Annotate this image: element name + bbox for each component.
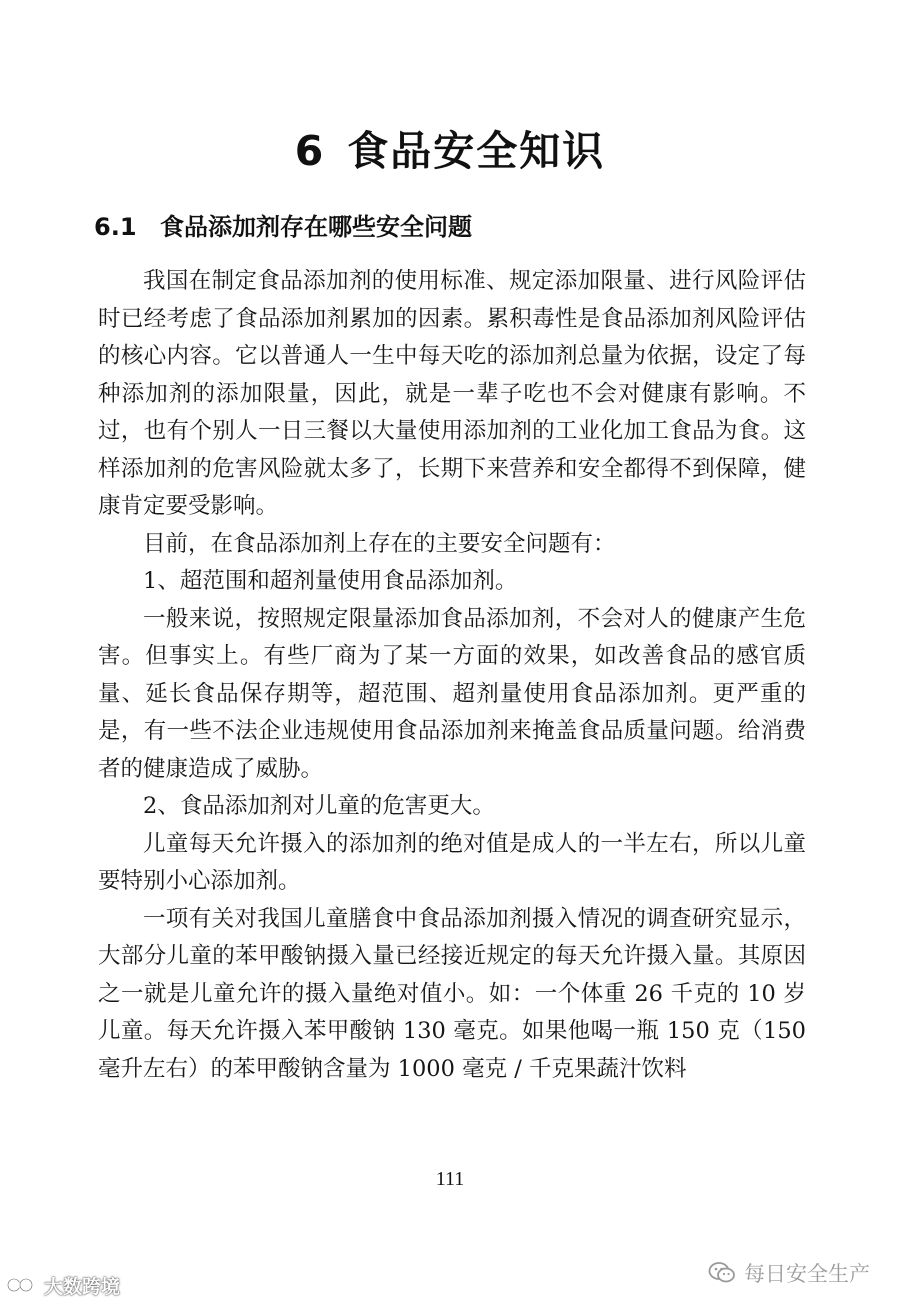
paragraph: 1、超范围和超剂量使用食品添加剂。	[143, 568, 518, 594]
section-title	[94, 207, 472, 242]
paragraph: 一项有关对我国儿童膳食中食品添加剂摄入情况的调查研究显示，大部分儿童的苯甲酸钠摄入量已经接近规定的每天允许摄入量。其原因之一就是儿童允许的摄入量绝对值小。如：一个体重 26 千克的 10 岁儿童。每天允许摄入苯甲酸钠 130 毫克。如果他喝一瓶 150 克（150 毫升左右）的苯甲酸钠含量为 1000 毫克 / 千克果蔬汁饮料	[98, 905, 806, 1082]
chapter-title-text: 食品安全知识	[347, 127, 606, 175]
chapter-number: 6	[294, 127, 326, 175]
watermark-right	[708, 1258, 870, 1288]
paragraph: 目前，在食品添加剂上存在的主要安全问题有：	[143, 530, 616, 557]
paragraph: 我国在制定食品添加剂的使用标准、规定添加限量、进行风险评估时已经考虑了食品添加剂累加的因素。累积毒性是食品添加剂风险评估的核心内容。它以普通人一生中每天吃的添加剂总量为依据，设定了每种添加剂的添加限量，因此，就是一辈子吃也不会对健康有影响。不过，也有个别人一日三餐以大量使用添加剂的工业化加工食品为食。这样添加剂的危害风险就太多了，长期下来营养和安全都得不到保障，健康肯定要受影响。	[98, 268, 806, 519]
watermark-left-text: 大数跨境	[44, 1275, 121, 1298]
paragraph: 儿童每天允许摄入的添加剂的绝对值是成人的一半左右，所以儿童要特别小心添加剂。	[98, 830, 806, 894]
chapter-title	[0, 118, 900, 177]
page-number: 111	[435, 1168, 465, 1190]
body-text	[98, 263, 806, 1088]
section-number: 6.1	[94, 213, 137, 241]
watermark-left	[6, 1272, 120, 1298]
paragraph: 一般来说，按照规定限量添加食品添加剂，不会对人的健康产生危害。但事实上。有些厂商为了某一方面的效果，如改善食品的感官质量、延长食品保存期等，超范围、超剂量使用食品添加剂。更严重的是，有一些不法企业违规使用食品添加剂来掩盖食品质量问题。给消费者的健康造成了威胁。	[98, 605, 806, 782]
paragraph: 2、食品添加剂对儿童的危害更大。	[143, 793, 495, 819]
watermark-right-text: 每日安全生产	[744, 1262, 870, 1286]
brand-logo-icon	[6, 1274, 40, 1296]
section-title-text: 食品添加剂存在哪些安全问题	[160, 213, 472, 241]
wechat-icon	[708, 1261, 736, 1285]
